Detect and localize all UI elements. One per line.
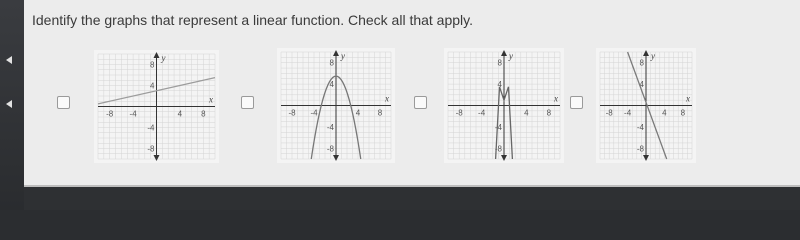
x-tick-label: -4 [310, 108, 318, 118]
option-graph-a [54, 44, 224, 162]
graph-b [277, 48, 395, 163]
y-tick-label: -4 [636, 122, 644, 132]
x-tick-label: -8 [288, 108, 296, 118]
option-checkbox-a[interactable] [57, 96, 70, 109]
y-tick-label: -4 [326, 122, 334, 132]
x-tick-label: -8 [605, 108, 613, 118]
x-axis-label: x [554, 93, 558, 104]
y-tick-label: -8 [636, 144, 644, 154]
question-text: Identify the graphs that represent a linear function. Check all that apply. [32, 12, 473, 28]
option-graph-d [566, 44, 736, 162]
x-tick-label: 8 [680, 108, 686, 118]
x-tick-label: -4 [624, 108, 632, 118]
graph-d [596, 48, 696, 163]
y-tick-label: 4 [150, 81, 155, 91]
x-tick-label: 4 [524, 108, 529, 118]
left-nav-strip [0, 0, 24, 210]
y-tick-label: 8 [329, 58, 334, 68]
y-tick-label: 8 [150, 60, 155, 70]
graph-a [94, 50, 219, 163]
option-checkbox-d[interactable] [570, 96, 583, 109]
y-tick-label: 8 [497, 58, 502, 68]
x-tick-label: 4 [177, 109, 183, 119]
x-tick-label: -4 [129, 109, 137, 119]
option-checkbox-c[interactable] [414, 96, 427, 109]
left-arrow-icon[interactable] [6, 56, 12, 64]
option-graph-c [409, 44, 579, 162]
question-panel [24, 0, 800, 187]
x-axis-label: x [209, 94, 213, 105]
y-tick-label: 4 [329, 80, 334, 90]
x-axis-label: x [686, 93, 690, 104]
y-axis-label: y [509, 51, 513, 61]
x-tick-label: 4 [662, 108, 667, 118]
x-tick-label: 8 [377, 108, 383, 118]
y-axis-label: y [161, 53, 166, 63]
left-arrow-icon[interactable] [6, 100, 12, 108]
y-tick-label: -4 [147, 123, 155, 133]
y-tick-label: -8 [147, 144, 155, 154]
y-tick-label: -4 [494, 122, 502, 132]
x-tick-label: 8 [546, 108, 552, 118]
option-checkbox-b[interactable] [241, 96, 254, 109]
bottom-bar [24, 187, 800, 210]
y-tick-label: 4 [497, 80, 502, 90]
x-tick-label: 8 [201, 109, 206, 119]
x-tick-label: -8 [106, 109, 114, 119]
y-axis-label: y [651, 51, 655, 61]
y-tick-label: -8 [326, 144, 334, 154]
y-tick-label: 4 [639, 80, 644, 90]
y-axis-label: y [341, 51, 345, 61]
y-tick-label: -8 [494, 144, 502, 154]
x-axis-label: x [385, 93, 389, 104]
y-tick-label: 8 [639, 58, 644, 68]
x-tick-label: -8 [455, 108, 463, 118]
option-graph-b [239, 44, 409, 162]
x-tick-label: 4 [355, 108, 361, 118]
graph-c [444, 48, 564, 163]
x-tick-label: -4 [478, 108, 486, 118]
